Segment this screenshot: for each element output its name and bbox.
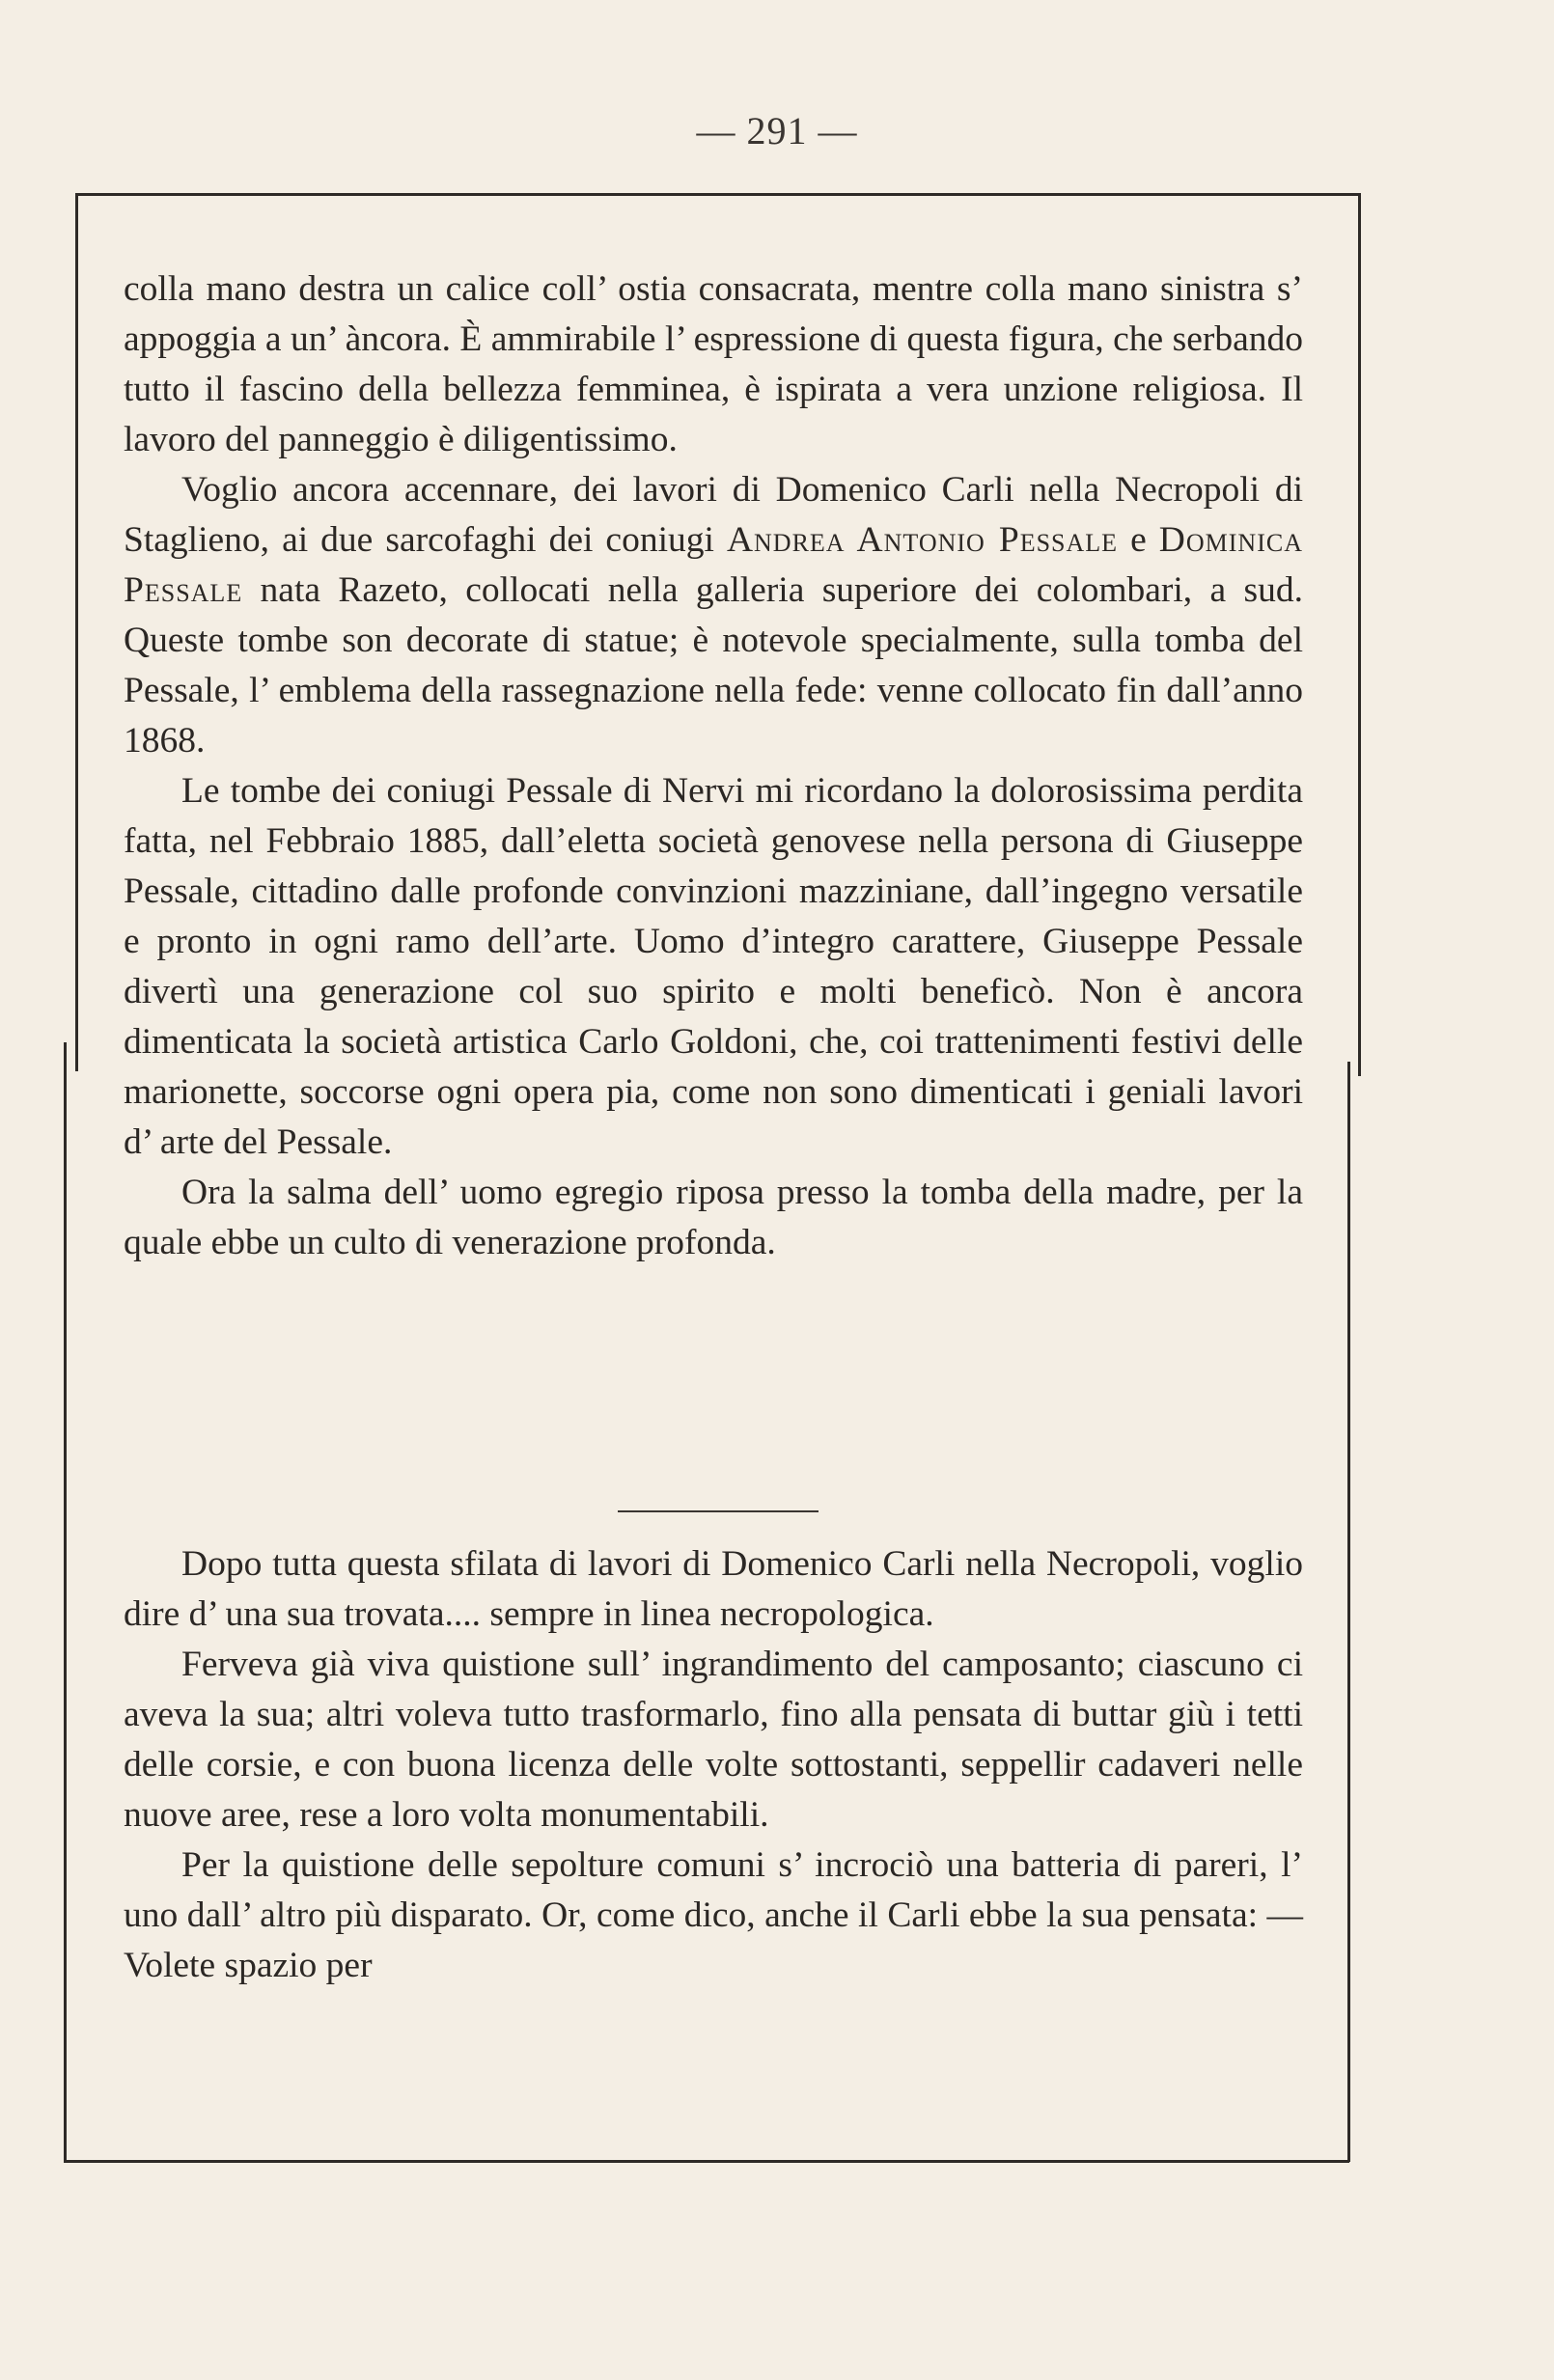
frame-lower-left-rule: [64, 1042, 67, 2162]
frame-right-rule: [1358, 193, 1361, 1076]
text-section-1: [124, 264, 1303, 1268]
frame-lower-right-rule: [1347, 1062, 1350, 2162]
text-run: nata Razeto, collocati nella galleria superiore dei colombari, a sud. Queste tombe son decorate di statue; è notevole specialmente, sulla tomba del Pessale, l’ emblema della rassegnazione nella fede: venne collocato fin dall’anno 1868.: [124, 570, 1303, 761]
person-name: Dominica Pessale: [124, 520, 1303, 610]
text-section-2: [124, 1539, 1303, 1991]
paragraph: Ferveva già viva quistione sull’ ingrandimento del camposanto; ciascuno ci aveva la sua; altri voleva tutto trasformarlo, fino alla pensata di buttar giù i tetti delle corsie, e con buona licenza delle volte sottostanti, seppellir cadaveri nelle nuove aree, rese a loro volta monumentabili.: [124, 1645, 1303, 1835]
page-number: — 291 —: [696, 109, 858, 152]
frame-bottom-rule: [64, 2160, 1349, 2163]
paragraph: Le tombe dei coniugi Pessale di Nervi mi ricordano la dolorosissima perdita fatta, nel Febbraio 1885, dall’eletta società genovese nella persona di Giuseppe Pessale, cittadino dalle profonde convinzioni mazziniane, dall’ingegno versatile e pronto in ogni ramo dell’arte. Uomo d’integro carattere, Giuseppe Pessale divertì una generazione col suo spirito e molti beneficò. Non è ancora dimenticata la società artistica Carlo Goldoni, che, coi trattenimenti festivi delle marionette, soccorse ogni opera pia, come non sono dimenticati i geniali lavori d’ arte del Pessale.: [124, 771, 1303, 1162]
paragraph: Per la quistione delle sepolture comuni s’ incrociò una batteria di pareri, l’ uno dall’ altro più disparato. Or, come dico, anche il Carli ebbe la sua pensata: — Volete spazio per: [124, 1845, 1303, 1985]
section-separator: [618, 1510, 819, 1512]
person-name: Andrea Antonio Pessale: [726, 520, 1119, 560]
paragraph: Dopo tutta questa sfilata di lavori di Domenico Carli nella Necropoli, voglio dire d’ una sua trovata.... sempre in linea necropologica.: [124, 1544, 1303, 1634]
paragraph: colla mano destra un calice coll’ ostia consacrata, mentre colla mano sinistra s’ appoggia a un’ àncora. È ammirabile l’ espressione di questa figura, che serbando tutto il fascino della bellezza femminea, è ispirata a vera unzione religiosa. Il lavoro del panneggio è diligentissimo.: [124, 269, 1303, 459]
frame-left-rule: [75, 193, 78, 1071]
text-run: Voglio ancora accennare, dei lavori di Domenico Carli nella Necropoli di Staglieno, ai due sarcofaghi dei coniugi: [124, 470, 1303, 560]
text-run: e: [1118, 520, 1159, 560]
paragraph: Ora la salma dell’ uomo egregio riposa presso la tomba della madre, per la quale ebbe un culto di venerazione profonda.: [124, 1173, 1303, 1262]
paragraph: [124, 465, 1303, 766]
frame-top-rule: [75, 193, 1361, 196]
